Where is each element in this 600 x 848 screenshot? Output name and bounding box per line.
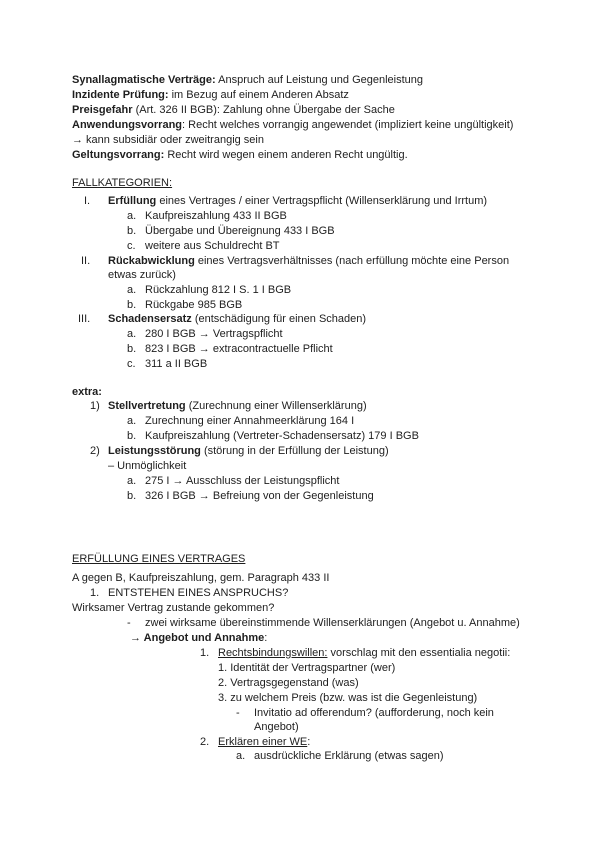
section-heading-extra — [72, 385, 102, 399]
list-item: Kaufpreiszahlung (Vertreter-Schadensersatz) 179 I BGB — [145, 430, 419, 442]
category-schadensersatz — [108, 312, 366, 326]
line-text: vorschlag mit den essentialia negotii: — [327, 647, 511, 659]
claim-line: A gegen B, Kaufpreiszahlung, gem. Paragraph 433 II — [72, 572, 330, 584]
list-item: zwei wirksame übereinstimmende Willenserklärungen (Angebot u. Annahme) — [145, 617, 520, 629]
list-number: II. — [81, 255, 91, 267]
list-marker: a. — [127, 284, 137, 296]
list-item: Invitatio ad offerendum? (aufforderung, noch kein — [254, 707, 494, 719]
list-number: 1. — [90, 587, 100, 599]
list-marker: c. — [127, 240, 136, 252]
term: Synallagmatische Verträge: — [72, 74, 216, 86]
extra-text: (Zurechnung einer Willenserklärung) — [185, 400, 367, 412]
extra-leistungsstoerung — [108, 444, 389, 458]
list-item: 2. Vertragsgegenstand (was) — [218, 677, 359, 689]
term: Schadensersatz — [108, 313, 192, 325]
definition-text: Recht wird wegen einem anderen Recht ungültig. — [164, 149, 408, 161]
list-marker: b. — [127, 490, 137, 502]
definition-geltungsvorrang — [72, 148, 408, 162]
category-text-continued: etwas zurück) — [108, 269, 176, 281]
list-number: 1) — [90, 400, 100, 412]
list-number: 2) — [90, 445, 100, 457]
list-marker: b. — [127, 225, 137, 237]
list-item: 311 a II BGB — [145, 358, 208, 370]
list-item: ausdrückliche Erklärung (etwas sagen) — [254, 750, 444, 762]
definition-text: Anspruch auf Leistung und Gegenleistung — [215, 74, 424, 86]
category-text: eines Vertrages / einer Vertragspflicht (Willenserklärung und Irrtum) — [156, 195, 488, 207]
list-number: 2. — [200, 736, 210, 748]
term: Rückabwicklung — [108, 255, 195, 267]
list-item: Rückgabe 985 BGB — [145, 299, 243, 311]
definition-anwendungsvorrang — [72, 118, 513, 132]
definition-text: (Art. 326 II BGB): Zahlung ohne Übergabe der Sache — [132, 104, 395, 116]
list-marker: a. — [127, 475, 137, 487]
extra-stellvertretung — [108, 399, 367, 413]
term: Erfüllung — [108, 195, 157, 207]
category-text: eines Vertragsverhältnisses (nach erfüllung möchte eine Person — [194, 255, 510, 267]
step-heading: ENTSTEHEN EINES ANSPRUCHS? — [108, 587, 289, 599]
term: Angebot und Annahme — [143, 632, 265, 644]
colon: : — [264, 632, 268, 644]
extra-subline: – Unmöglichkeit — [108, 460, 187, 472]
list-item: Kaufpreiszahlung 433 II BGB — [145, 210, 287, 222]
list-marker: a. — [127, 415, 137, 427]
list-item: 3. zu welchem Preis (bzw. was ist die Gegenleistung) — [218, 692, 478, 704]
list-item: 326 I BGB → Befreiung von der Gegenleistung — [145, 490, 374, 502]
section-heading-fallkategorien: FALLKATEGORIEN: — [72, 177, 173, 189]
list-item: weitere aus Schuldrecht BT — [145, 240, 280, 252]
term: Rechtsbindungswillen: — [218, 647, 328, 659]
arrow: → — [130, 632, 144, 644]
list-marker: a. — [127, 210, 137, 222]
extra-heading-text: extra: — [72, 386, 102, 398]
question-line: Wirksamer Vertrag zustande gekommen? — [72, 602, 275, 614]
definition-synallagmatisch — [72, 73, 423, 87]
extra-text: (störung in der Erfüllung der Leistung) — [200, 445, 389, 457]
term: Erklären einer WE — [218, 736, 308, 748]
list-item: 823 I BGB → extracontractuelle Pflicht — [145, 343, 333, 355]
list-number: I. — [84, 195, 91, 207]
definition-text: im Bezug auf einem Anderen Absatz — [168, 89, 349, 101]
list-marker: a. — [127, 328, 137, 340]
definition-preisgefahr — [72, 103, 395, 117]
term: Inzidente Prüfung: — [72, 89, 169, 101]
list-marker: a. — [236, 750, 246, 762]
list-marker: b. — [127, 299, 137, 311]
list-item: Rückzahlung 812 I S. 1 I BGB — [145, 284, 292, 296]
list-item-continued: Angebot) — [254, 721, 299, 733]
angebot-annahme-line — [130, 631, 267, 645]
category-rueckabwicklung — [108, 254, 509, 268]
list-item: Übergabe und Übereignung 433 I BGB — [145, 225, 335, 237]
term: Anwendungsvorrang — [72, 119, 183, 131]
list-item: Zurechnung einer Annahmeerklärung 164 I — [145, 415, 355, 427]
colon: : — [307, 736, 311, 748]
category-text: (entschädigung für einen Schaden) — [191, 313, 367, 325]
list-marker: b. — [127, 430, 137, 442]
list-item: 275 I → Ausschluss der Leistungspflicht — [145, 475, 340, 487]
dash-marker: - — [127, 617, 131, 629]
term: Geltungsvorrang: — [72, 149, 165, 161]
list-marker: b. — [127, 343, 137, 355]
list-number: 1. — [200, 647, 210, 659]
list-item: 1. Identität der Vertragspartner (wer) — [218, 662, 396, 674]
erklaeren-line — [218, 735, 310, 749]
definition-inzident — [72, 88, 349, 102]
list-marker: c. — [127, 358, 136, 370]
section-heading-erfuellung: ERFÜLLUNG EINES VERTRAGES — [72, 553, 246, 565]
list-item: 280 I BGB → Vertragspflicht — [145, 328, 283, 340]
term: Preisgefahr — [72, 104, 133, 116]
dash-marker: - — [236, 707, 240, 719]
list-number: III. — [78, 313, 91, 325]
definition-text: : Recht welches vorrangig angewendet (impliziert keine ungültigkeit) — [182, 119, 514, 131]
rechtsbindungswillen-line — [218, 646, 510, 660]
term: Leistungsstörung — [108, 445, 201, 457]
term: Stellvertretung — [108, 400, 186, 412]
category-erfuellung — [108, 194, 487, 208]
definition-anwendungsvorrang-note: → kann subsidiär oder zweitrangig sein — [72, 134, 264, 146]
